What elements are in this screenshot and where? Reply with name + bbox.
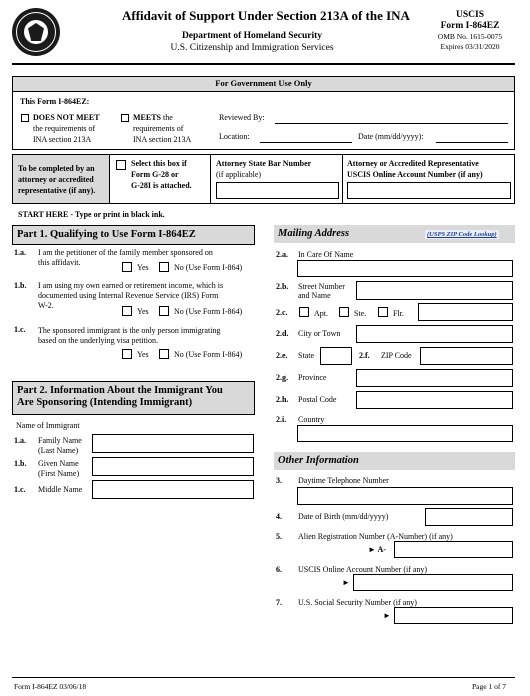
flr-checkbox[interactable] bbox=[378, 307, 388, 317]
online-account-number: 6. bbox=[276, 565, 282, 574]
item-1a-text-1: I am the petitioner of the family member sponsored on bbox=[38, 248, 213, 257]
country-label: Country bbox=[298, 415, 325, 424]
other-info-heading: Other Information bbox=[274, 452, 515, 470]
ste-checkbox[interactable] bbox=[339, 307, 349, 317]
dob-label: Date of Birth (mm/dd/yyyy) bbox=[298, 512, 389, 521]
state-label: State bbox=[298, 351, 314, 360]
attorney-note-1: To be completed by an bbox=[18, 164, 95, 173]
item-1c-yes-label: Yes bbox=[137, 350, 149, 359]
item-1a-number: 1.a. bbox=[14, 248, 26, 257]
does-not-meet-text-1: the requirements of bbox=[33, 124, 96, 133]
ssn-field[interactable] bbox=[394, 607, 513, 624]
does-not-meet-label: DOES NOT MEET bbox=[33, 113, 100, 122]
postal-label: Postal Code bbox=[298, 395, 337, 404]
unit-field[interactable] bbox=[418, 303, 513, 321]
department-name: Department of Homeland Security bbox=[181, 31, 323, 41]
footer-divider bbox=[12, 677, 515, 678]
location-field[interactable] bbox=[260, 142, 352, 143]
city-number: 2.d. bbox=[276, 329, 289, 338]
dob-number: 4. bbox=[276, 512, 282, 521]
attorney-account-label-2: USCIS Online Account Number (if any) bbox=[347, 170, 483, 179]
family-name-label-1: Family Name bbox=[38, 436, 82, 445]
ssn-label: U.S. Social Security Number (if any) bbox=[298, 598, 417, 607]
item-1c-no-label: No (Use Form I-864) bbox=[174, 350, 243, 359]
dob-field[interactable] bbox=[425, 508, 513, 526]
form-edition: Form I-864EZ 03/06/18 bbox=[14, 682, 87, 691]
zip-lookup-link[interactable]: (USPS ZIP Code Lookup) bbox=[427, 231, 497, 238]
agency-name: U.S. Citizenship and Immigration Services bbox=[170, 43, 334, 53]
attorney-divider-3 bbox=[342, 155, 343, 203]
family-name-number: 1.a. bbox=[14, 436, 26, 445]
dhs-seal-icon bbox=[12, 8, 60, 56]
g28-label-2: Form G-28 or bbox=[131, 170, 179, 179]
given-name-label-2: (First Name) bbox=[38, 469, 80, 478]
city-label: City or Town bbox=[298, 329, 341, 338]
online-account-label: USCIS Online Account Number (if any) bbox=[298, 565, 428, 574]
form-title: Affidavit of Support Under Section 213A of the INA bbox=[122, 8, 410, 23]
state-field[interactable] bbox=[320, 347, 352, 365]
bar-number-label: Attorney State Bar Number bbox=[216, 159, 312, 168]
apt-label: Apt. bbox=[314, 309, 328, 318]
mailing-address-heading: Mailing Address bbox=[274, 225, 515, 243]
province-label: Province bbox=[298, 373, 327, 382]
reviewed-by-label: Reviewed By: bbox=[219, 113, 265, 122]
attorney-account-field[interactable] bbox=[347, 182, 511, 199]
item-1a-yes-checkbox[interactable] bbox=[122, 262, 132, 272]
postal-number: 2.h. bbox=[276, 395, 289, 404]
attorney-note-3: representative (if any). bbox=[18, 186, 96, 195]
attorney-note-2: attorney or accredited bbox=[18, 175, 94, 184]
bar-number-sublabel: (if applicable) bbox=[216, 170, 262, 179]
family-name-label-2: (Last Name) bbox=[38, 446, 79, 455]
form-number: Form I-864EZ bbox=[440, 21, 500, 31]
item-1a-text-2: this affidavit. bbox=[38, 258, 81, 267]
agency-short: USCIS bbox=[456, 10, 484, 20]
item-1c-text-2: based on the underlying visa petition. bbox=[38, 336, 158, 345]
date-field[interactable] bbox=[436, 142, 508, 143]
meets-text-1: requirements of bbox=[133, 124, 184, 133]
phone-field[interactable] bbox=[297, 487, 513, 505]
item-1a-yes-label: Yes bbox=[137, 263, 149, 272]
item-1a-no-checkbox[interactable] bbox=[159, 262, 169, 272]
immigrant-name-label: Name of Immigrant bbox=[16, 421, 80, 430]
bar-number-field[interactable] bbox=[216, 182, 339, 199]
attorney-account-label-1: Attorney or Accredited Representative bbox=[347, 159, 479, 168]
meets-text-2: INA section 213A bbox=[133, 135, 192, 144]
meets-label: MEETS the bbox=[133, 113, 173, 122]
g28-label-1: Select this box if bbox=[131, 159, 187, 168]
item-1b-text-2: documented using Internal Revenue Service (IRS) Form bbox=[38, 291, 219, 300]
part2-heading: Part 2. Information About the Immigrant You Are Sponsoring (Intending Immigrant) bbox=[12, 381, 255, 415]
ste-label: Ste. bbox=[354, 309, 367, 318]
item-1b-no-label: No (Use Form I-864) bbox=[174, 307, 243, 316]
attorney-divider-2 bbox=[210, 155, 211, 203]
item-1b-no-checkbox[interactable] bbox=[159, 306, 169, 316]
care-of-label: In Care Of Name bbox=[298, 250, 354, 259]
attorney-divider-1 bbox=[109, 155, 110, 203]
street-field[interactable] bbox=[356, 281, 513, 300]
family-name-field[interactable] bbox=[92, 434, 254, 453]
province-number: 2.g. bbox=[276, 373, 288, 382]
meets-checkbox[interactable] bbox=[121, 114, 129, 122]
online-account-field[interactable] bbox=[353, 574, 513, 591]
state-number: 2.e. bbox=[276, 351, 288, 360]
does-not-meet-text-2: INA section 213A bbox=[33, 135, 92, 144]
anum-label: Alien Registration Number (A-Number) (if any) bbox=[298, 532, 453, 541]
zip-field[interactable] bbox=[420, 347, 513, 365]
zip-label: ZIP Code bbox=[381, 351, 412, 360]
date-label: Date (mm/dd/yyyy): bbox=[358, 132, 424, 141]
item-1b-number: 1.b. bbox=[14, 281, 27, 290]
location-label: Location: bbox=[219, 132, 250, 141]
anum-prefix: ► A- bbox=[368, 545, 386, 554]
city-field[interactable] bbox=[356, 325, 513, 343]
anum-number: 5. bbox=[276, 532, 282, 541]
item-1b-text-3: W-2. bbox=[38, 301, 54, 310]
start-here: START HERE - Type or print in black ink. bbox=[18, 210, 165, 219]
item-1b-yes-checkbox[interactable] bbox=[122, 306, 132, 316]
item-1b-text-1: I am using my own earned or retirement income, which is bbox=[38, 281, 224, 290]
item-1c-yes-checkbox[interactable] bbox=[122, 349, 132, 359]
street-label-1: Street Number bbox=[298, 282, 345, 291]
unit-number: 2.c. bbox=[276, 308, 288, 317]
ssn-arrow: ► bbox=[383, 611, 391, 620]
anum-field[interactable] bbox=[394, 541, 513, 558]
online-account-arrow: ► bbox=[342, 578, 350, 587]
omb-number: OMB No. 1615-0075 bbox=[437, 32, 503, 41]
zip-number: 2.f. bbox=[359, 351, 370, 360]
care-of-field[interactable] bbox=[297, 260, 513, 277]
item-1c-number: 1.c. bbox=[14, 325, 26, 334]
this-form-label: This Form I-864EZ: bbox=[20, 97, 90, 106]
header-divider bbox=[12, 63, 515, 65]
care-of-number: 2.a. bbox=[276, 250, 288, 259]
postal-field[interactable] bbox=[356, 391, 513, 409]
country-field[interactable] bbox=[297, 425, 513, 442]
street-label-2: and Name bbox=[298, 291, 331, 300]
does-not-meet-checkbox[interactable] bbox=[21, 114, 29, 122]
government-use-heading: For Government Use Only bbox=[13, 77, 514, 92]
item-1c-text-1: The sponsored immigrant is the only person immigrating bbox=[38, 326, 221, 335]
reviewed-by-field[interactable] bbox=[275, 123, 508, 124]
given-name-field[interactable] bbox=[92, 457, 254, 476]
ssn-number: 7. bbox=[276, 598, 282, 607]
middle-name-number: 1.c. bbox=[14, 485, 26, 494]
country-number: 2.i. bbox=[276, 415, 287, 424]
expiration-date: Expires 03/31/2020 bbox=[440, 42, 500, 51]
given-name-number: 1.b. bbox=[14, 459, 27, 468]
apt-checkbox[interactable] bbox=[299, 307, 309, 317]
province-field[interactable] bbox=[356, 369, 513, 387]
phone-number: 3. bbox=[276, 476, 282, 485]
part1-heading: Part 1. Qualifying to Use Form I-864EZ bbox=[12, 225, 255, 245]
item-1c-no-checkbox[interactable] bbox=[159, 349, 169, 359]
phone-label: Daytime Telephone Number bbox=[298, 476, 389, 485]
g28-checkbox[interactable] bbox=[116, 160, 126, 170]
middle-name-label: Middle Name bbox=[38, 485, 83, 494]
middle-name-field[interactable] bbox=[92, 480, 254, 499]
given-name-label-1: Given Name bbox=[38, 459, 79, 468]
flr-label: Flr. bbox=[393, 309, 404, 318]
g28-label-3: G-28I is attached. bbox=[131, 181, 192, 190]
item-1b-yes-label: Yes bbox=[137, 307, 149, 316]
item-1a-no-label: No (Use Form I-864) bbox=[174, 263, 243, 272]
street-number: 2.b. bbox=[276, 282, 289, 291]
page-number: Page 1 of 7 bbox=[472, 682, 506, 691]
